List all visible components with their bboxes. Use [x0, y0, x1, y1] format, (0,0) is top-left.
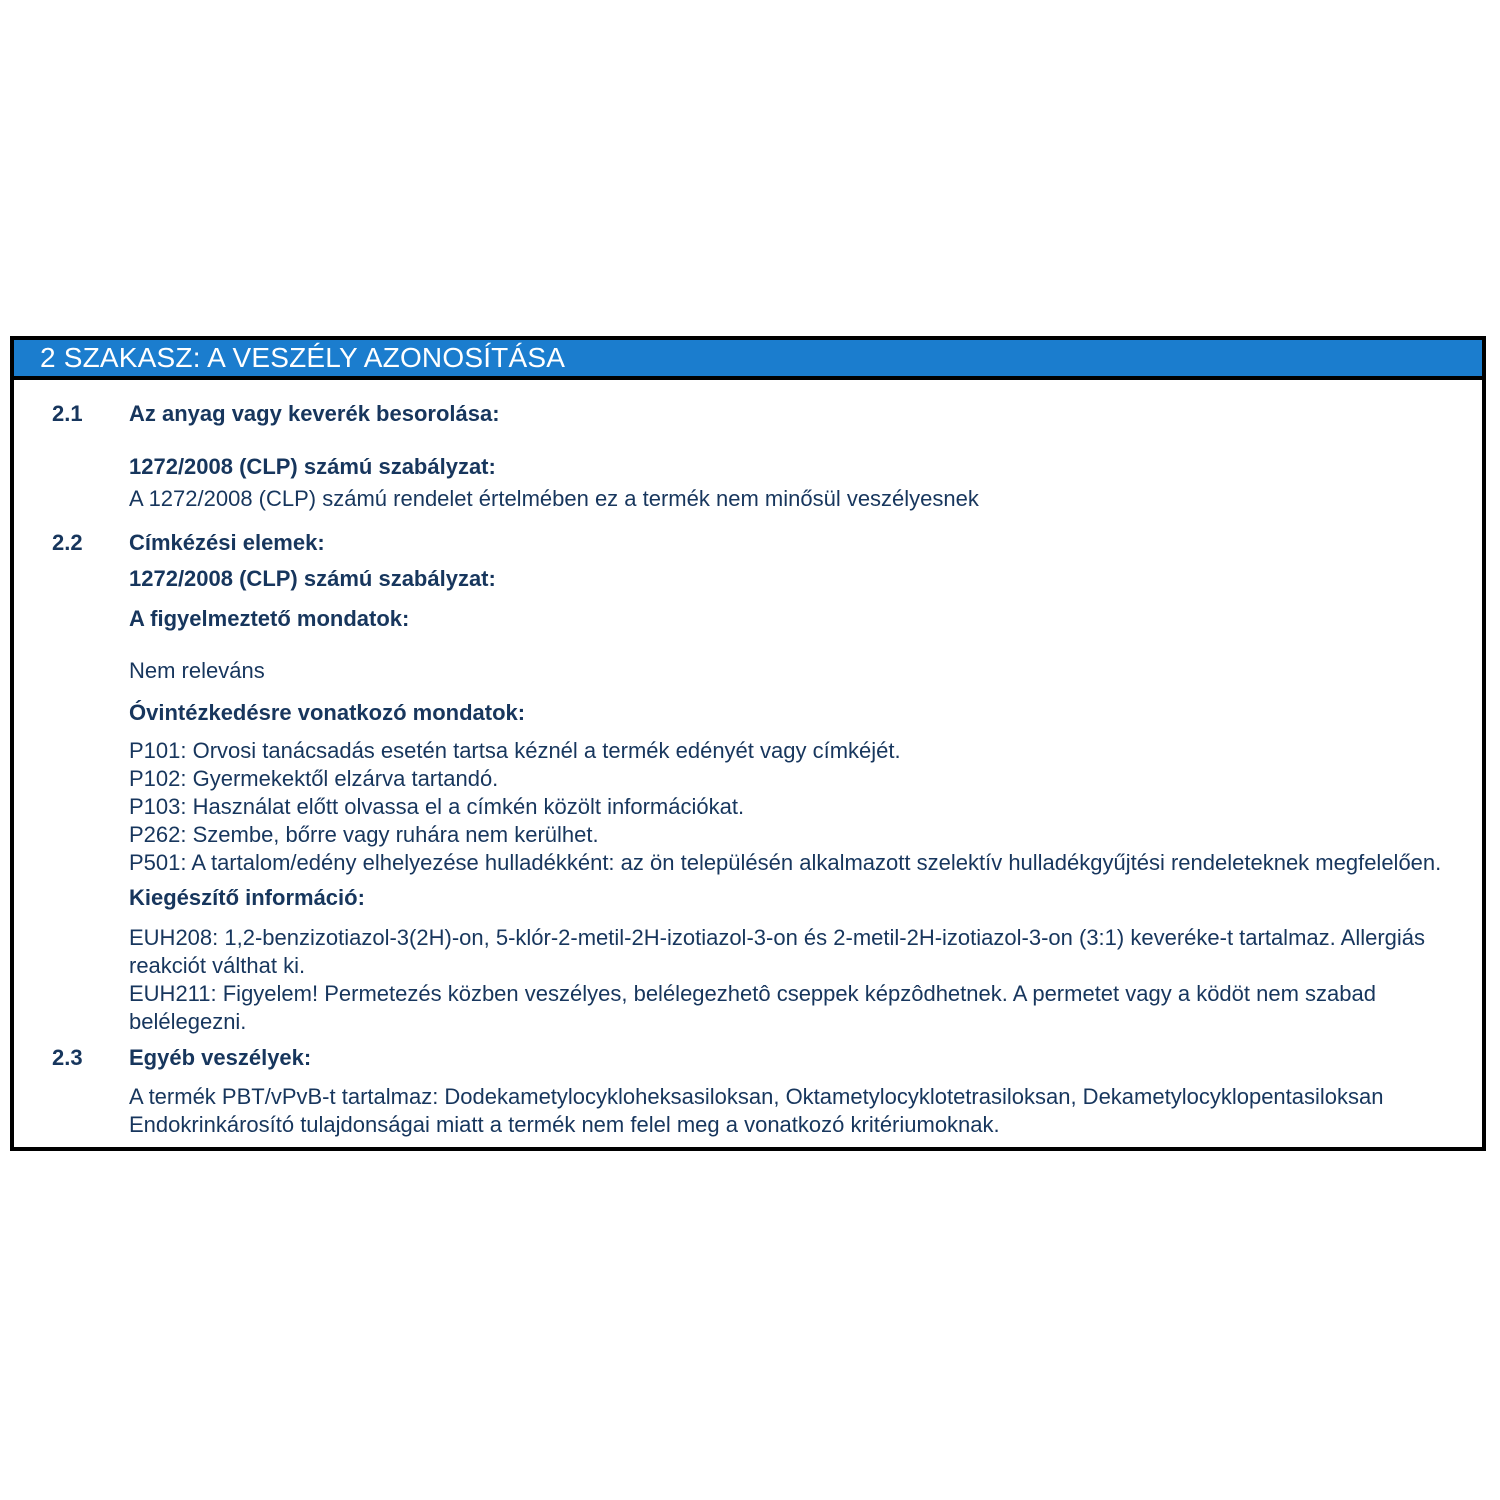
euh-statement: EUH208: 1,2-benzizotiazol-3(2H)-on, 5-klór-2-metil-2H-izotiazol-3-on és 2-metil-2H-izotiazol-3-on (3:1) keveréke-t tartalmaz. Allergiás reakciót válthat ki. — [129, 925, 1426, 978]
euh-statement: EUH211: Figyelem! Permetezés közben veszélyes, belélegezhetô cseppek képzôdhetnek. A permetet vagy a ködöt nem szabad belélegezni. — [129, 981, 1376, 1034]
supplementary-info-subheading: Kiegészítő információ: — [129, 885, 365, 910]
precautionary-statements-subheading: Óvintézkedésre vonatkozó mondatok: — [129, 700, 526, 725]
hazard-statements-value: Nem releváns — [129, 658, 265, 683]
other-hazards-text — [129, 1083, 1454, 1139]
section-2-box — [10, 336, 1486, 1151]
section-2-header-title: 2 SZAKASZ: A VESZÉLY AZONOSÍTÁSA — [40, 342, 566, 373]
p-statement: P501: A tartalom/edény elhelyezése hulladékként: az ön településén alkalmazott szelektív hulladékgyűjtési rendeleteknek megfelelően. — [129, 850, 1442, 875]
euh-statements-list — [129, 924, 1454, 1036]
subsection-2-3-heading-row — [14, 1044, 1454, 1072]
precautionary-statements-list — [129, 737, 1454, 877]
hazard-statements-subheading: A figyelmeztető mondatok: — [129, 606, 410, 631]
clp-regulation-subheading-2-1: 1272/2008 (CLP) számú szabályzat: — [129, 454, 496, 479]
subsection-title: Az anyag vagy keverék besorolása: — [129, 401, 500, 426]
clp-regulation-subheading-2-2: 1272/2008 (CLP) számú szabályzat: — [129, 566, 496, 591]
subsection-number: 2.3 — [52, 1045, 83, 1070]
subsection-2-2-heading-row — [14, 529, 1454, 557]
other-hazards-line: A termék PBT/vPvB-t tartalmaz: Dodekametylocykloheksasiloksan, Oktametylocyklotetrasiloksan, Dekametylocyklopentasiloksan — [129, 1084, 1384, 1109]
p-statement: P101: Orvosi tanácsadás esetén tartsa kéznél a termék edényét vagy címkéjét. — [129, 738, 901, 763]
subsection-number: 2.2 — [52, 530, 83, 555]
section-2-header-bar — [14, 340, 1482, 380]
p-statement: P262: Szembe, bőrre vagy ruhára nem kerülhet. — [129, 822, 599, 847]
p-statement: P102: Gyermekektől elzárva tartandó. — [129, 766, 499, 791]
classification-statement: A 1272/2008 (CLP) számú rendelet értelmében ez a termék nem minősül veszélyesnek — [129, 486, 979, 511]
subsection-2-1-heading-row — [14, 400, 1454, 428]
other-hazards-line: Endokrinkárosító tulajdonságai miatt a termék nem felel meg a vonatkozó kritériumoknak. — [129, 1112, 1000, 1137]
subsection-title: Címkézési elemek: — [129, 530, 325, 555]
subsection-title: Egyéb veszélyek: — [129, 1045, 312, 1070]
section-2-body — [14, 400, 1482, 1147]
subsection-number: 2.1 — [52, 401, 83, 426]
p-statement: P103: Használat előtt olvassa el a címkén közölt információkat. — [129, 794, 745, 819]
